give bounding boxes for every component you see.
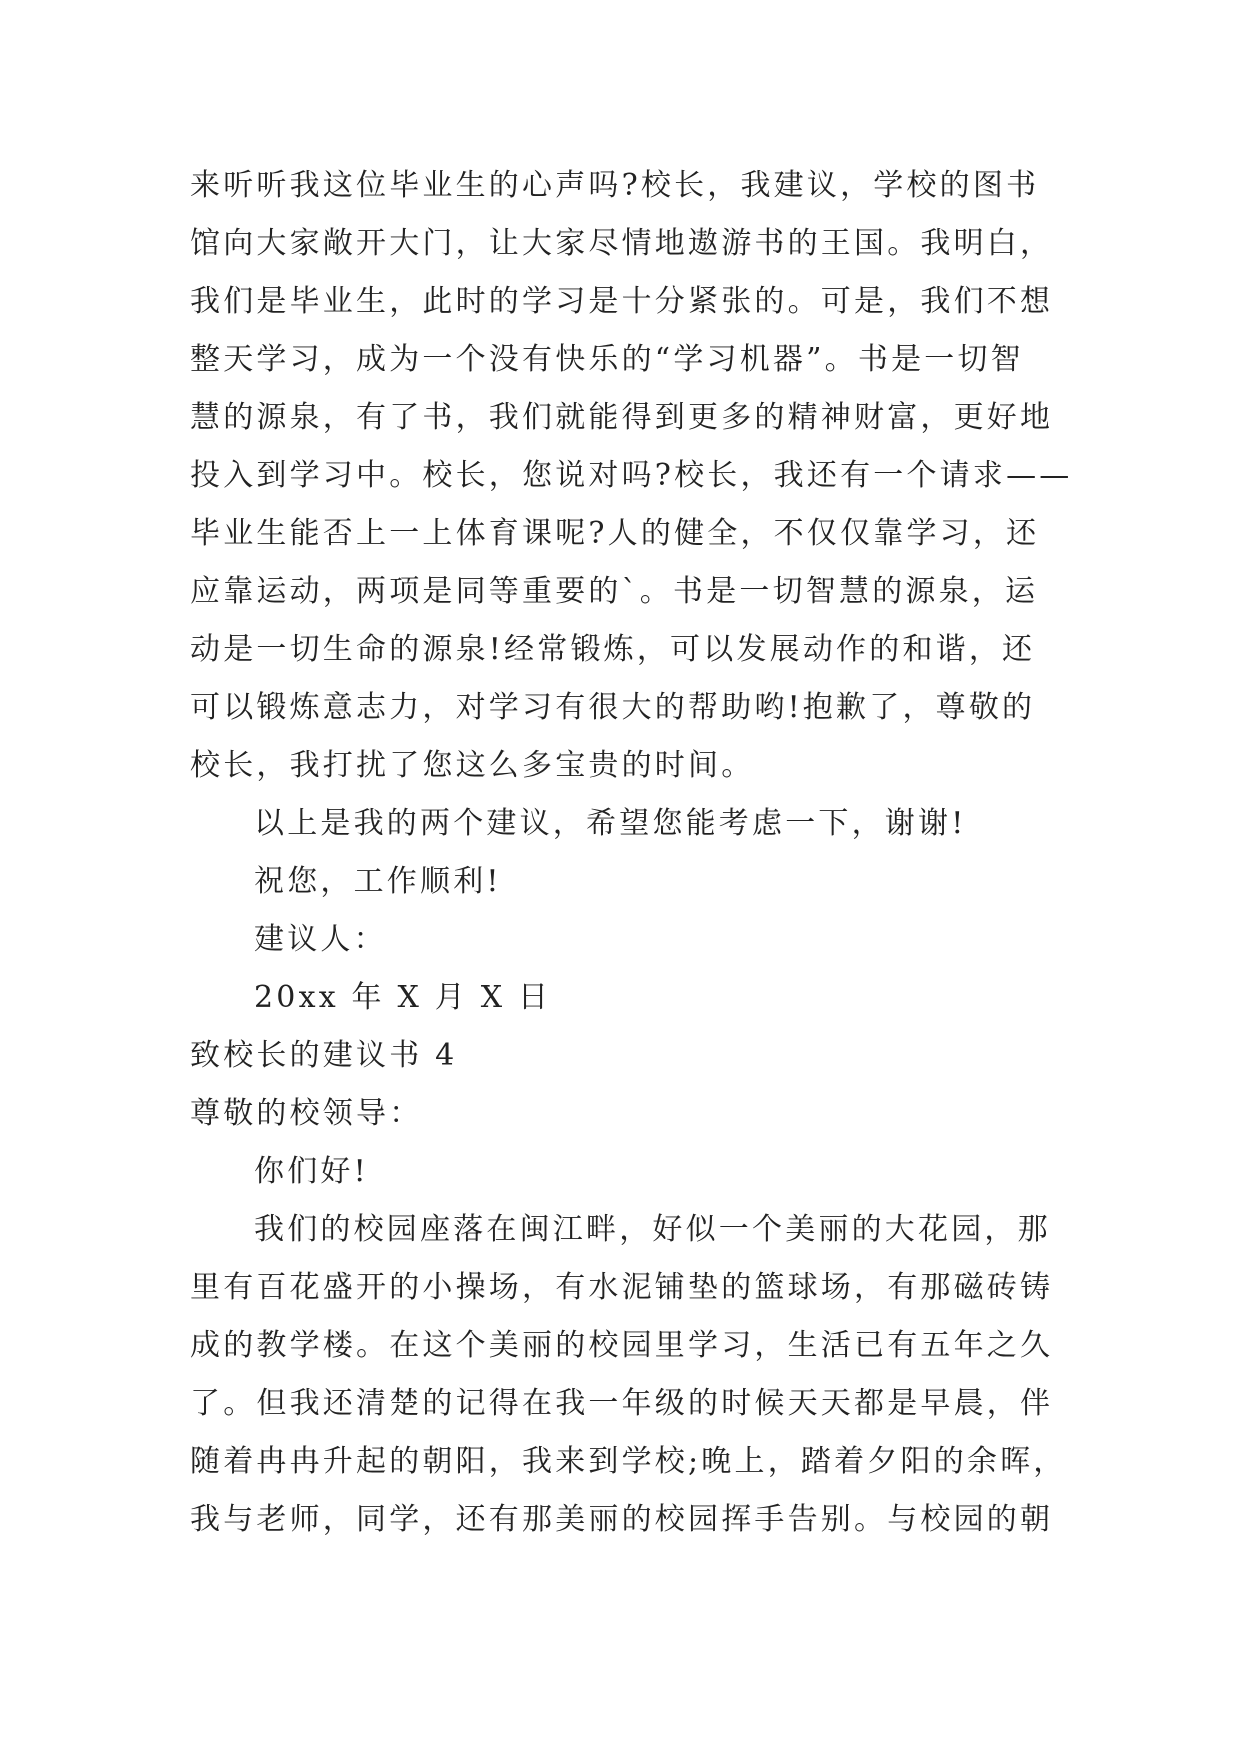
text-line: 来听听我这位毕业生的心声吗?校长，我建议，学校的图书	[190, 168, 1040, 203]
text-line: 校长，我打扰了您这么多宝贵的时间。	[190, 748, 755, 783]
text-line: 我与老师，同学，还有那美丽的校园挥手告别。与校园的朝	[190, 1502, 1054, 1537]
text-line: 祝您，工作顺利!	[254, 864, 502, 899]
text-line: 整天学习，成为一个没有快乐的“学习机器”。书是一切智	[190, 342, 1024, 377]
text-line: 以上是我的两个建议，希望您能考虑一下，谢谢!	[254, 806, 967, 841]
text-line: 我们是毕业生，此时的学习是十分紧张的。可是，我们不想	[190, 284, 1054, 319]
text-line: 了。但我还清楚的记得在我一年级的时候天天都是早晨，伴	[190, 1386, 1054, 1421]
text-line: 尊敬的校领导：	[190, 1096, 423, 1131]
text-line: 致校长的建议书 4	[190, 1038, 458, 1073]
text-line: 成的教学楼。在这个美丽的校园里学习，生活已有五年之久	[190, 1328, 1054, 1363]
text-line: 动是一切生命的源泉!经常锻炼，可以发展动作的和谐，还	[190, 632, 1036, 667]
text-line: 投入到学习中。校长，您说对吗?校长，我还有一个请求——	[190, 458, 1073, 493]
text-line: 建议人：	[254, 922, 387, 957]
document-body	[190, 157, 1073, 1549]
text-line: 馆向大家敞开大门，让大家尽情地遨游书的王国。我明白，	[190, 226, 1054, 261]
text-line: 毕业生能否上一上体育课呢?人的健全，不仅仅靠学习，还	[190, 516, 1040, 551]
text-line: 慧的源泉，有了书，我们就能得到更多的精神财富，更好地	[190, 400, 1054, 435]
text-line: 你们好!	[254, 1154, 369, 1189]
text-line: 20xx 年 X 月 X 日	[254, 980, 552, 1015]
text-line: 里有百花盛开的小操场，有水泥铺垫的篮球场，有那磁砖铸	[190, 1270, 1054, 1305]
text-line: 我们的校园座落在闽江畔，好似一个美丽的大花园，那	[254, 1212, 1051, 1247]
text-line: 可以锻炼意志力，对学习有很大的帮助哟!抱歉了，尊敬的	[190, 690, 1036, 725]
text-line: 应靠运动，两项是同等重要的`。书是一切智慧的源泉，运	[190, 574, 1039, 609]
text-line: 随着冉冉升起的朝阳，我来到学校;晚上，踏着夕阳的余晖，	[190, 1444, 1067, 1479]
